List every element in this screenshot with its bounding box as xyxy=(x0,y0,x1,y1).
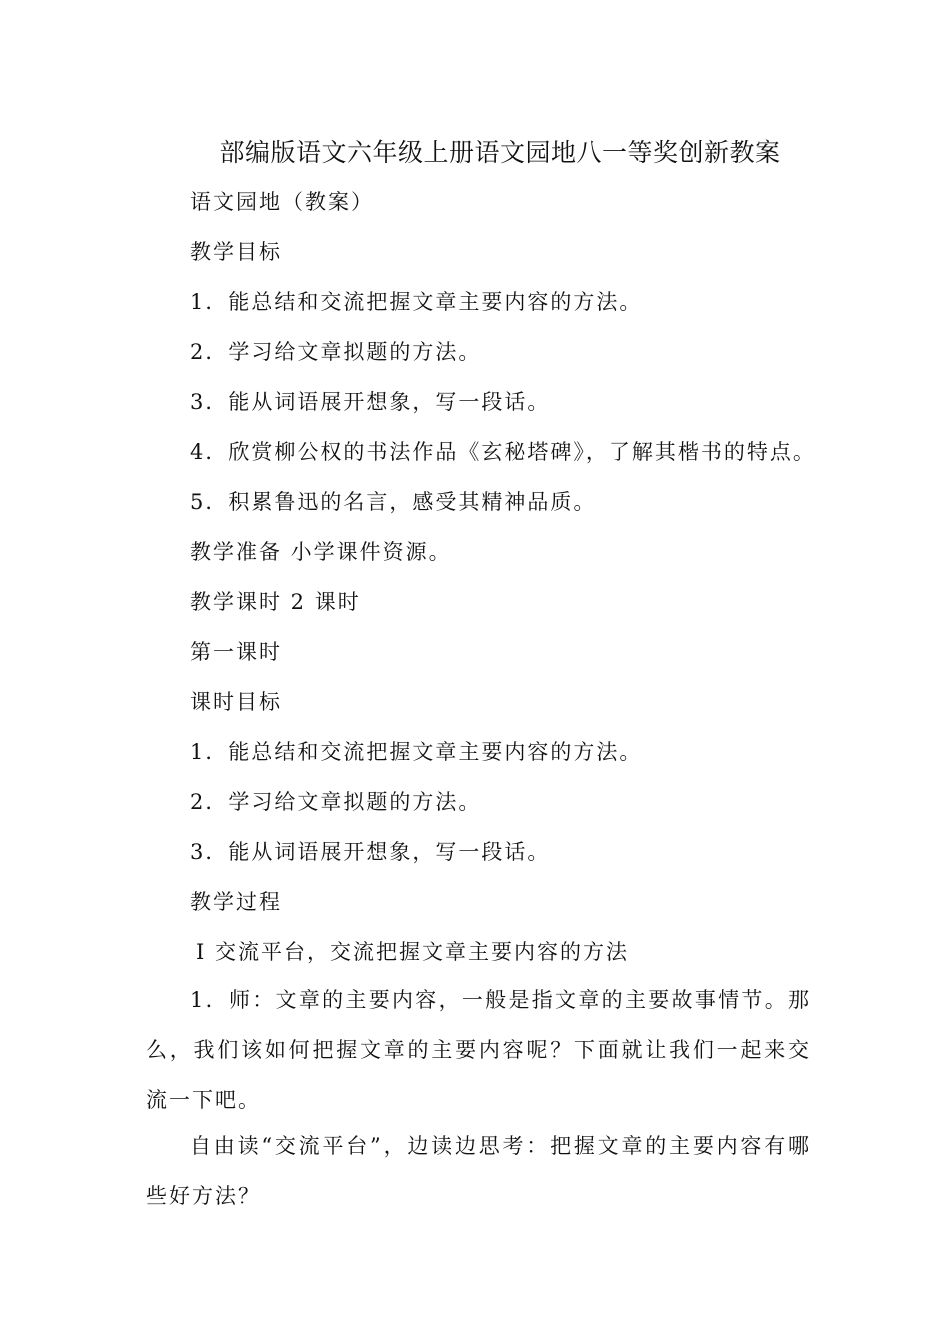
lesson-goal-item-3: 3．能从词语展开想象，写一段话。 xyxy=(190,840,551,864)
first-lesson-heading: 第一课时 xyxy=(190,640,282,664)
section-one-heading: Ⅰ 交流平台，交流把握文章主要内容的方法 xyxy=(196,940,629,964)
lesson-goal-item-1: 1．能总结和交流把握文章主要内容的方法。 xyxy=(190,740,643,764)
teaching-hours: 教学课时 2 课时 xyxy=(190,590,361,614)
paragraph-teacher-intro: 1．师：文章的主要内容，一般是指文章的主要故事情节。那么，我们该如何把握文章的主要内容呢？下面就让我们一起来交流一下吧。 xyxy=(146,988,811,1112)
paragraph-free-reading: 自由读“交流平台”，边读边思考：把握文章的主要内容有哪些好方法？ xyxy=(146,1134,811,1208)
goal-item-2: 2．学习给文章拟题的方法。 xyxy=(190,340,482,364)
goal-item-5: 5．积累鲁迅的名言，感受其精神品质。 xyxy=(190,490,597,514)
section-heading-teaching-goals: 教学目标 xyxy=(190,240,282,264)
section-heading-yuwen-yuandi: 语文园地（教案） xyxy=(190,190,374,214)
goal-item-4: 4．欣赏柳公权的书法作品《玄秘塔碑》，了解其楷书的特点。 xyxy=(190,440,816,464)
goal-item-3: 3．能从词语展开想象，写一段话。 xyxy=(190,390,551,414)
teaching-process-heading: 教学过程 xyxy=(190,890,282,914)
lesson-goal-item-2: 2．学习给文章拟题的方法。 xyxy=(190,790,482,814)
lesson-goals-heading: 课时目标 xyxy=(190,690,282,714)
document-title: 部编版语文六年级上册语文园地八一等奖创新教案 xyxy=(219,138,781,167)
goal-item-1: 1．能总结和交流把握文章主要内容的方法。 xyxy=(190,290,643,314)
teaching-preparation: 教学准备 小学课件资源。 xyxy=(190,540,452,564)
